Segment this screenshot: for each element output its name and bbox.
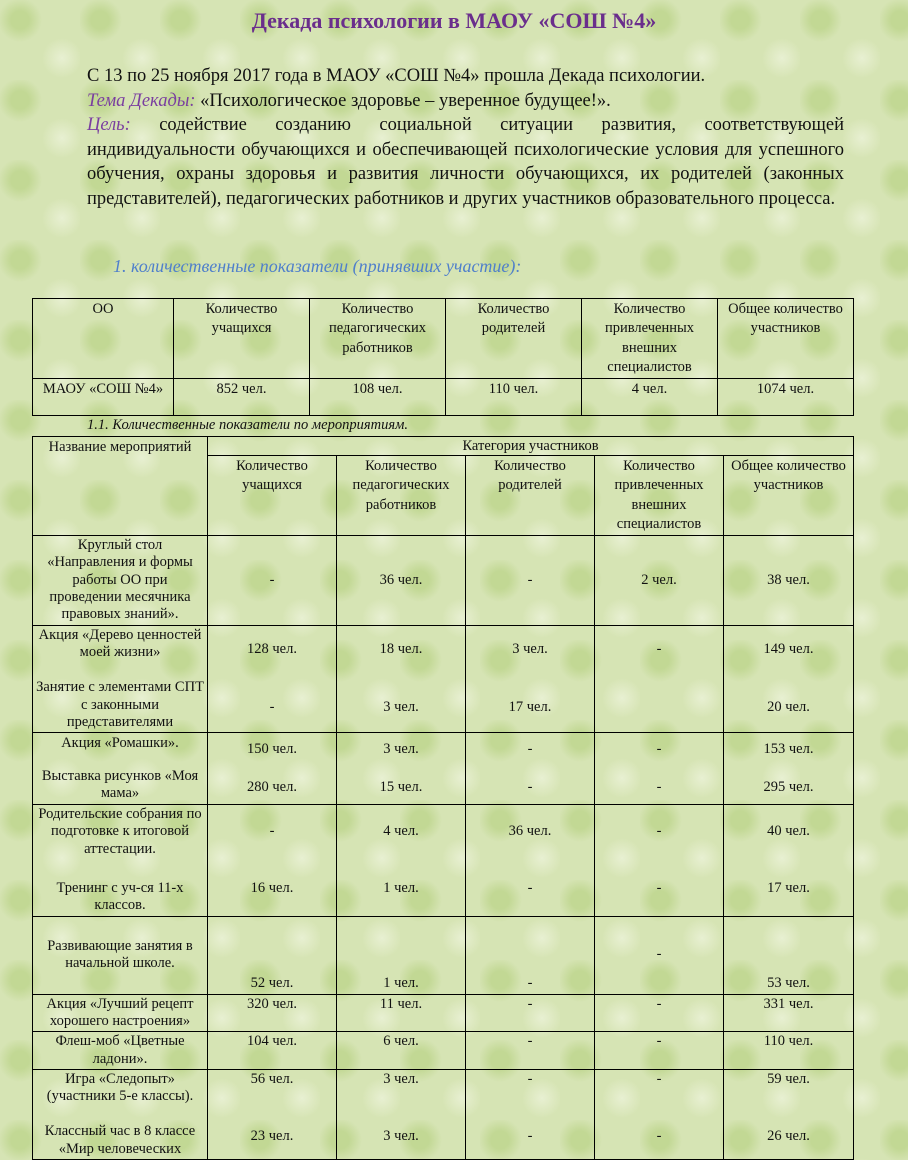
table-cell: 104 чел. — [208, 1032, 337, 1070]
table-cell: 852 чел. — [174, 379, 310, 416]
table-cell — [337, 733, 466, 805]
event-name-part: Тренинг с уч-ся 11-х классов. — [56, 880, 184, 914]
cell-value: 295 чел. — [763, 778, 814, 795]
event-name — [33, 1069, 208, 1159]
cell-value: 3 чел. — [383, 1070, 419, 1087]
goal-text: содействие созданию социальной ситуации развития, соответствующей индивидуальности обучающихся и обеспечивающей психологические условия для успешного обучения, охраны здоровья и развития личности обучающихся, их родителей (законных представителей), педагогических работников и других участников образовательного процесса. — [87, 115, 844, 209]
table-row — [33, 1032, 854, 1070]
table-cell — [337, 1069, 466, 1159]
header-cell: Общее количество участников — [718, 299, 854, 379]
event-name — [33, 625, 208, 732]
cell-value: 150 чел. — [247, 741, 297, 758]
table-cell — [337, 625, 466, 732]
event-name-part: Игра «Следопыт» (участники 5-е классы). — [46, 1070, 194, 1105]
event-name: Акция «Лучший рецепт хорошего настроения» — [33, 994, 208, 1032]
cell-value: 4 чел. — [383, 822, 419, 839]
cell-value: 40 чел. — [767, 822, 810, 839]
cell-value: 3 чел. — [383, 741, 419, 758]
cell-value: 18 чел. — [379, 641, 423, 658]
table-cell: - — [466, 994, 595, 1032]
table-cell — [724, 805, 854, 916]
table-cell: 38 чел. — [724, 536, 854, 625]
table-row — [33, 1069, 854, 1159]
table-cell: 110 чел. — [724, 1032, 854, 1070]
table-cell: - — [595, 1032, 724, 1070]
header-cell: Категория участников — [208, 437, 854, 456]
cell-value: 17 чел. — [767, 880, 810, 897]
cell-value: - — [527, 1070, 533, 1087]
table-cell: - — [466, 1032, 595, 1070]
cell-value: 20 чел. — [767, 698, 810, 715]
event-name: Флеш-моб «Цветные ладони». — [33, 1032, 208, 1070]
table-cell — [595, 1069, 724, 1159]
cell-value: 23 чел. — [250, 1128, 294, 1145]
event-name-part: Классный час в 8 классе «Мир человеческих — [44, 1123, 196, 1157]
theme-text: «Психологическое здоровье – уверенное будущее!». — [195, 90, 611, 111]
table-cell: 11 чел. — [337, 994, 466, 1032]
event-name-part: Занятие с элементами СПТ с законными представителями — [36, 679, 204, 730]
table-row — [33, 379, 854, 416]
table-cell: - — [466, 536, 595, 625]
cell-value: 3 чел. — [512, 641, 548, 658]
cell-value: - — [269, 698, 275, 715]
table-cell — [466, 733, 595, 805]
table-cell: 6 чел. — [337, 1032, 466, 1070]
table-row — [33, 536, 854, 625]
cell-value: 1 чел. — [383, 880, 419, 897]
goal-label: Цель: — [87, 115, 131, 136]
cell-value: 15 чел. — [379, 778, 423, 795]
page-title: Декада психологии в МАОУ «СОШ №4» — [251, 8, 657, 33]
cell-value: - — [656, 822, 662, 839]
table-row — [33, 733, 854, 805]
cell-value: 153 чел. — [763, 741, 814, 758]
subsection-heading: 1.1. Количественные показатели по мероприятиям. — [87, 417, 408, 433]
table-header-row — [33, 437, 854, 456]
table-cell — [337, 805, 466, 916]
table-cell: 1074 чел. — [718, 379, 854, 416]
table-cell: 320 чел. — [208, 994, 337, 1032]
table-cell — [724, 733, 854, 805]
cell-value: - — [656, 880, 662, 897]
table-cell: - — [208, 536, 337, 625]
table-cell — [595, 733, 724, 805]
event-name: Развивающие занятия в начальной школе. — [33, 916, 208, 994]
table-cell — [208, 1069, 337, 1159]
cell-value: - — [527, 880, 533, 897]
table-cell — [724, 1069, 854, 1159]
cell-value: - — [527, 741, 533, 758]
event-name-part: Акция «Дерево ценностей моей жизни» — [38, 626, 202, 660]
table-cell — [208, 733, 337, 805]
event-name-part: Выставка рисунков «Моя мама» — [41, 768, 199, 802]
event-name: Круглый стол «Направления и формы работы ОО при проведении месячника правовых знаний». — [33, 536, 208, 625]
header-cell: Количество педагогических работников — [337, 456, 466, 536]
cell-value: 280 чел. — [247, 778, 297, 795]
table-cell: 52 чел. — [208, 916, 337, 994]
table-cell: - — [595, 916, 724, 994]
header-cell: Количество педагогических работников — [310, 299, 446, 379]
table-cell — [466, 625, 595, 732]
cell-value: 36 чел. — [508, 822, 552, 839]
event-name-part: Родительские собрания по подготовке к итоговой аттестации. — [38, 806, 202, 857]
cell-value: - — [656, 1128, 662, 1145]
table-cell: 36 чел. — [337, 536, 466, 625]
cell-value: - — [527, 1128, 533, 1145]
cell-value: 59 чел. — [767, 1070, 810, 1087]
header-cell: Количество учащихся — [174, 299, 310, 379]
goal-paragraph — [87, 113, 844, 211]
table-cell: 110 чел. — [446, 379, 582, 416]
table-cell — [466, 1069, 595, 1159]
header-cell: Общее количество участников — [724, 456, 854, 536]
table-row — [33, 625, 854, 732]
table-cell: - — [466, 916, 595, 994]
table-cell — [208, 805, 337, 916]
events-table — [32, 436, 854, 1160]
cell-value: - — [656, 1070, 662, 1087]
table-cell — [595, 625, 724, 732]
intro-text — [87, 64, 844, 212]
header-cell: ОО — [33, 299, 174, 379]
event-name — [33, 805, 208, 916]
cell-value: 26 чел. — [767, 1128, 810, 1145]
cell-value: - — [269, 822, 275, 839]
table-header-row — [33, 299, 854, 379]
table-row — [33, 916, 854, 994]
table-cell — [595, 805, 724, 916]
cell-value: 3 чел. — [383, 698, 419, 715]
table-cell: МАОУ «СОШ №4» — [33, 379, 174, 416]
event-name-part: Акция «Ромашки». — [61, 734, 179, 751]
cell-value — [598, 699, 720, 717]
table-cell: 53 чел. — [724, 916, 854, 994]
table-cell: 108 чел. — [310, 379, 446, 416]
table-cell: 331 чел. — [724, 994, 854, 1032]
summary-table — [32, 298, 854, 416]
table-cell: 2 чел. — [595, 536, 724, 625]
table-cell — [208, 625, 337, 732]
table-cell: - — [595, 994, 724, 1032]
table-row — [33, 805, 854, 916]
theme-label: Тема Декады: — [87, 90, 196, 111]
table-cell: 4 чел. — [582, 379, 718, 416]
header-cell: Количество родителей — [466, 456, 595, 536]
intro-line: С 13 по 25 ноября 2017 года в МАОУ «СОШ №4» прошла Декада психологии. — [87, 66, 706, 86]
cell-value: - — [656, 778, 662, 795]
section-heading: 1. количественные показатели (принявших участие): — [113, 256, 522, 276]
cell-value: - — [656, 641, 662, 658]
cell-value: - — [656, 741, 662, 758]
cell-value: 56 чел. — [250, 1070, 294, 1087]
header-cell: Количество привлеченных внешних специалистов — [595, 456, 724, 536]
cell-value: 149 чел. — [763, 641, 814, 658]
cell-value: 3 чел. — [383, 1128, 419, 1145]
cell-value: 17 чел. — [508, 698, 552, 715]
header-cell: Количество родителей — [446, 299, 582, 379]
theme-line — [87, 89, 844, 114]
table-row — [33, 994, 854, 1032]
header-cell: Название мероприятий — [33, 437, 208, 536]
table-cell — [724, 625, 854, 732]
event-name — [33, 733, 208, 805]
table-cell: 1 чел. — [337, 916, 466, 994]
cell-value: 16 чел. — [250, 880, 294, 897]
cell-value: 128 чел. — [247, 641, 297, 658]
table-cell — [466, 805, 595, 916]
header-cell: Количество привлеченных внешних специалистов — [582, 299, 718, 379]
cell-value: - — [527, 778, 533, 795]
header-cell: Количество учащихся — [208, 456, 337, 536]
